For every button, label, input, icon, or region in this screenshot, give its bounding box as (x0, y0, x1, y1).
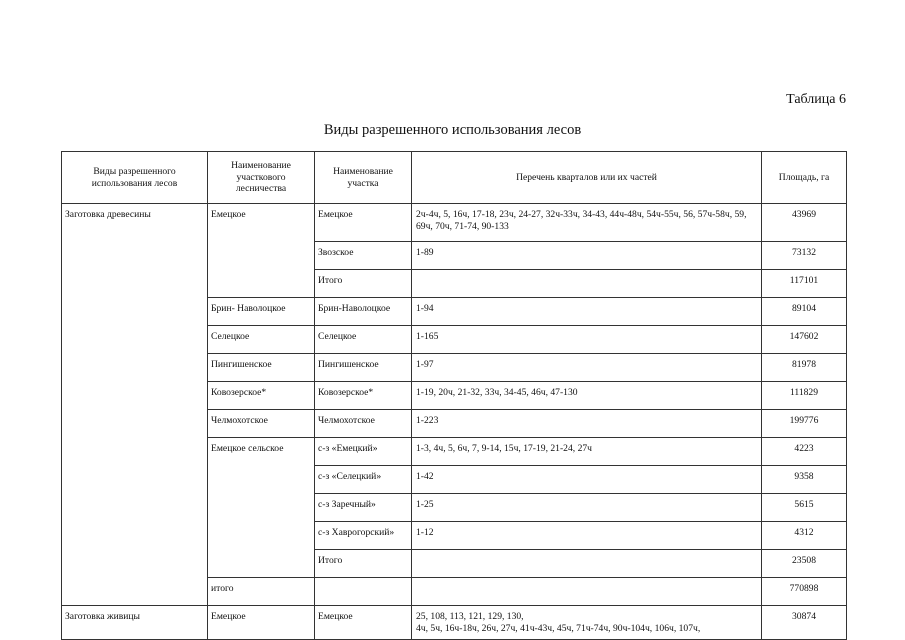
cell-area: 43969 (762, 204, 847, 242)
cell-quarters: 1-3, 4ч, 5, 6ч, 7, 9-14, 15ч, 17-19, 21-24, 27ч (412, 438, 762, 466)
cell-area: 770898 (762, 578, 847, 606)
table-number: Таблица 6 (786, 92, 846, 107)
cell-area: 199776 (762, 410, 847, 438)
cell-area: 117101 (762, 270, 847, 298)
cell-quarters (412, 550, 762, 578)
cell-area: 111829 (762, 382, 847, 410)
cell-site: Емецкое (315, 606, 412, 640)
table-header-row (62, 152, 847, 204)
cell-site: с-з «Селецкий» (315, 466, 412, 494)
cell-site: Селецкое (315, 326, 412, 354)
cell-quarters: 1-42 (412, 466, 762, 494)
cell-site: Емецкое (315, 204, 412, 242)
cell-site: Челмохотское (315, 410, 412, 438)
cell-forestry: Емецкое (208, 606, 315, 640)
cell-quarters: 1-223 (412, 410, 762, 438)
cell-site: Ковозерское* (315, 382, 412, 410)
cell-quarters: 1-19, 20ч, 21-32, 33ч, 34-45, 46ч, 47-130 (412, 382, 762, 410)
cell-site: Итого (315, 270, 412, 298)
cell-forestry: Емецкое сельское (208, 438, 315, 578)
header-site: Наименование участка (315, 152, 412, 204)
cell-site: Итого (315, 550, 412, 578)
cell-site: с-з Хаврогорский» (315, 522, 412, 550)
forest-use-table (61, 151, 847, 640)
cell-area: 5615 (762, 494, 847, 522)
document-title: Виды разрешенного использования лесов (323, 122, 582, 138)
cell-quarters (412, 270, 762, 298)
cell-quarters: 25, 108, 113, 121, 129, 130, 4ч, 5ч, 16ч-18ч, 26ч, 27ч, 41ч-43ч, 45ч, 71ч-74ч, 90ч-104ч, 106ч, 107ч, (412, 606, 762, 640)
table-row (62, 606, 847, 640)
cell-use-type: Заготовка древесины (62, 204, 208, 606)
cell-site: с-з «Емецкий» (315, 438, 412, 466)
cell-site: Брин-Наволоцкое (315, 298, 412, 326)
header-area: Площадь, га (762, 152, 847, 204)
cell-quarters: 1-165 (412, 326, 762, 354)
cell-forestry: Пингишенское (208, 354, 315, 382)
cell-quarters: 1-97 (412, 354, 762, 382)
cell-quarters: 1-12 (412, 522, 762, 550)
header-forestry: Наименование участкового лесничества (208, 152, 315, 204)
cell-area: 30874 (762, 606, 847, 640)
cell-forestry: Ковозерское* (208, 382, 315, 410)
cell-forestry: Челмохотское (208, 410, 315, 438)
cell-use-type: Заготовка живицы (62, 606, 208, 640)
cell-forestry: Селецкое (208, 326, 315, 354)
cell-area: 23508 (762, 550, 847, 578)
cell-quarters (412, 578, 762, 606)
cell-area: 4223 (762, 438, 847, 466)
cell-area: 81978 (762, 354, 847, 382)
header-use-type: Виды разрешенного использования лесов (62, 152, 208, 204)
cell-site (315, 578, 412, 606)
cell-forestry: итого (208, 578, 315, 606)
cell-quarters: 2ч-4ч, 5, 16ч, 17-18, 23ч, 24-27, 32ч-33ч, 34-43, 44ч-48ч, 54ч-55ч, 56, 57ч-58ч, 59, 69ч, 70ч, 71-74, 90-133 (412, 204, 762, 242)
cell-site: Звозское (315, 242, 412, 270)
cell-site: с-з Заречный» (315, 494, 412, 522)
cell-forestry: Брин- Наволоцкое (208, 298, 315, 326)
cell-site: Пингишенское (315, 354, 412, 382)
cell-quarters: 1-25 (412, 494, 762, 522)
table-row (62, 204, 847, 242)
cell-forestry: Емецкое (208, 204, 315, 298)
cell-quarters: 1-94 (412, 298, 762, 326)
cell-area: 73132 (762, 242, 847, 270)
cell-area: 9358 (762, 466, 847, 494)
cell-area: 89104 (762, 298, 847, 326)
cell-area: 4312 (762, 522, 847, 550)
header-quarters: Перечень кварталов или их частей (412, 152, 762, 204)
cell-area: 147602 (762, 326, 847, 354)
cell-quarters: 1-89 (412, 242, 762, 270)
